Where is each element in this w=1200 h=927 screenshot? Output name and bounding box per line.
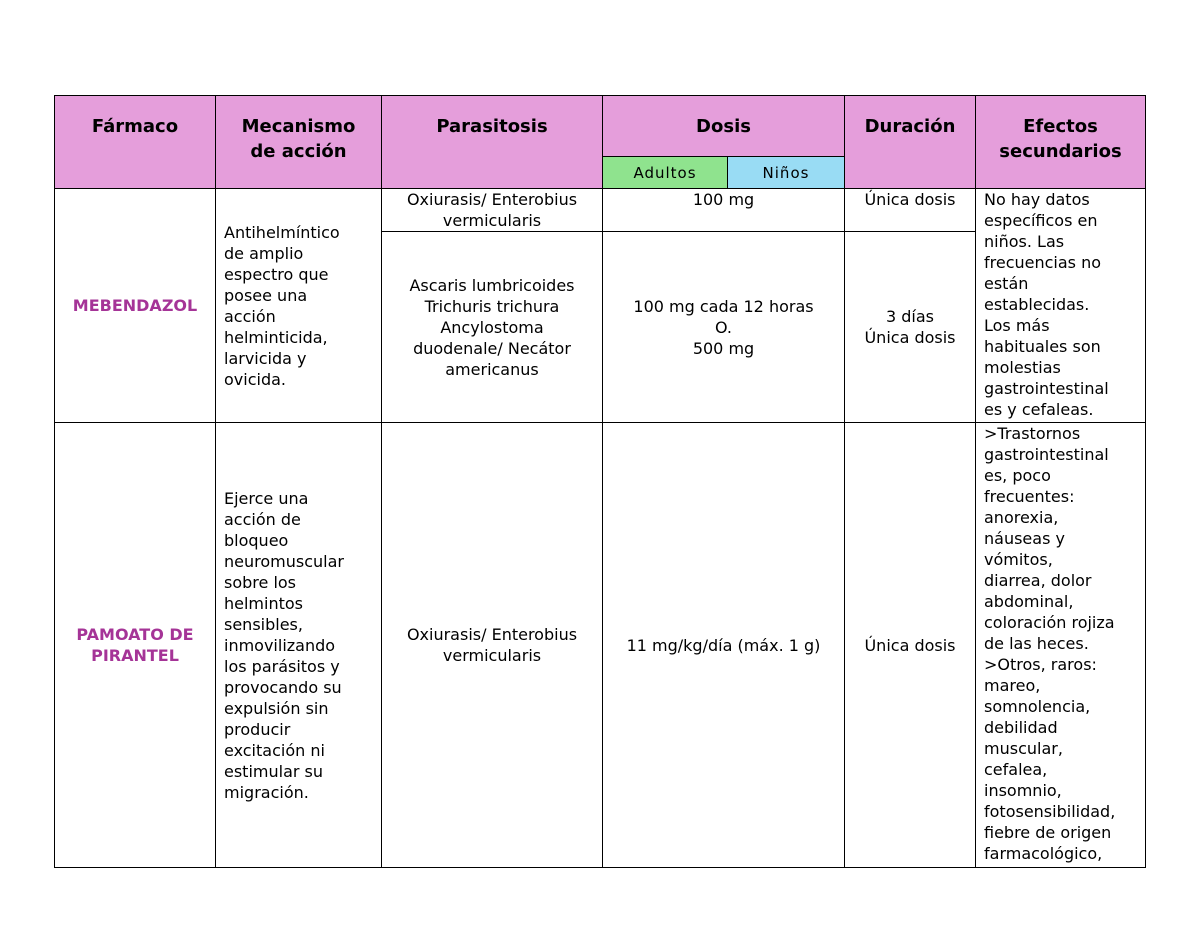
parasitosis-mebendazol-1: Oxiurasis/ Enterobius vermicularis bbox=[382, 189, 603, 232]
duracion-mebendazol-2: 3 días Única dosis bbox=[845, 232, 976, 423]
dosis-mebendazol-1: 100 mg bbox=[603, 189, 845, 232]
header-farmaco: Fármaco bbox=[55, 96, 216, 189]
drug-name-pirantel: PAMOATO DE PIRANTEL bbox=[55, 423, 216, 868]
mechanism-pirantel: Ejerce una acción de bloqueo neuromuscular sobre los helmintos sensibles, inmovilizando los parásitos y provocando su expulsión sin producir excitación ni estimular su migración. bbox=[216, 423, 382, 868]
header-efectos: Efectos secundarios bbox=[976, 96, 1146, 189]
effects-mebendazol: No hay datos específicos en niños. Las frecuencias no están establecidas. Los más habituales son molestias gastrointestinal es y cefaleas. bbox=[976, 189, 1146, 423]
header-parasitosis: Parasitosis bbox=[382, 96, 603, 189]
dosis-mebendazol-2: 100 mg cada 12 horas O. 500 mg bbox=[603, 232, 845, 423]
dosis-pirantel: 11 mg/kg/día (máx. 1 g) bbox=[603, 423, 845, 868]
drug-name-mebendazol: MEBENDAZOL bbox=[55, 189, 216, 423]
duracion-mebendazol-1: Única dosis bbox=[845, 189, 976, 232]
drug-table bbox=[54, 95, 1146, 868]
parasitosis-mebendazol-2: Ascaris lumbricoides Trichuris trichura Ancylostoma duodenale/ Necátor americanus bbox=[382, 232, 603, 423]
parasitosis-pirantel: Oxiurasis/ Enterobius vermicularis bbox=[382, 423, 603, 868]
duracion-pirantel: Única dosis bbox=[845, 423, 976, 868]
header-dosis: Dosis bbox=[603, 96, 845, 157]
header-duracion: Duración bbox=[845, 96, 976, 189]
mechanism-mebendazol: Antihelmíntico de amplio espectro que posee una acción helminticida, larvicida y ovicida. bbox=[216, 189, 382, 423]
effects-pirantel: >Trastornos gastrointestinal es, poco frecuentes: anorexia, náuseas y vómitos, diarrea, dolor abdominal, coloración rojiza de las heces. >Otros, raros: mareo, somnolencia, debilidad muscular, cefalea, insomnio, fotosensibilidad, fiebre de origen farmacológico, bbox=[976, 423, 1146, 868]
header-adultos: Adultos bbox=[603, 157, 728, 189]
header-mecanismo: Mecanismo de acción bbox=[216, 96, 382, 189]
header-ninos: Niños bbox=[728, 157, 845, 189]
